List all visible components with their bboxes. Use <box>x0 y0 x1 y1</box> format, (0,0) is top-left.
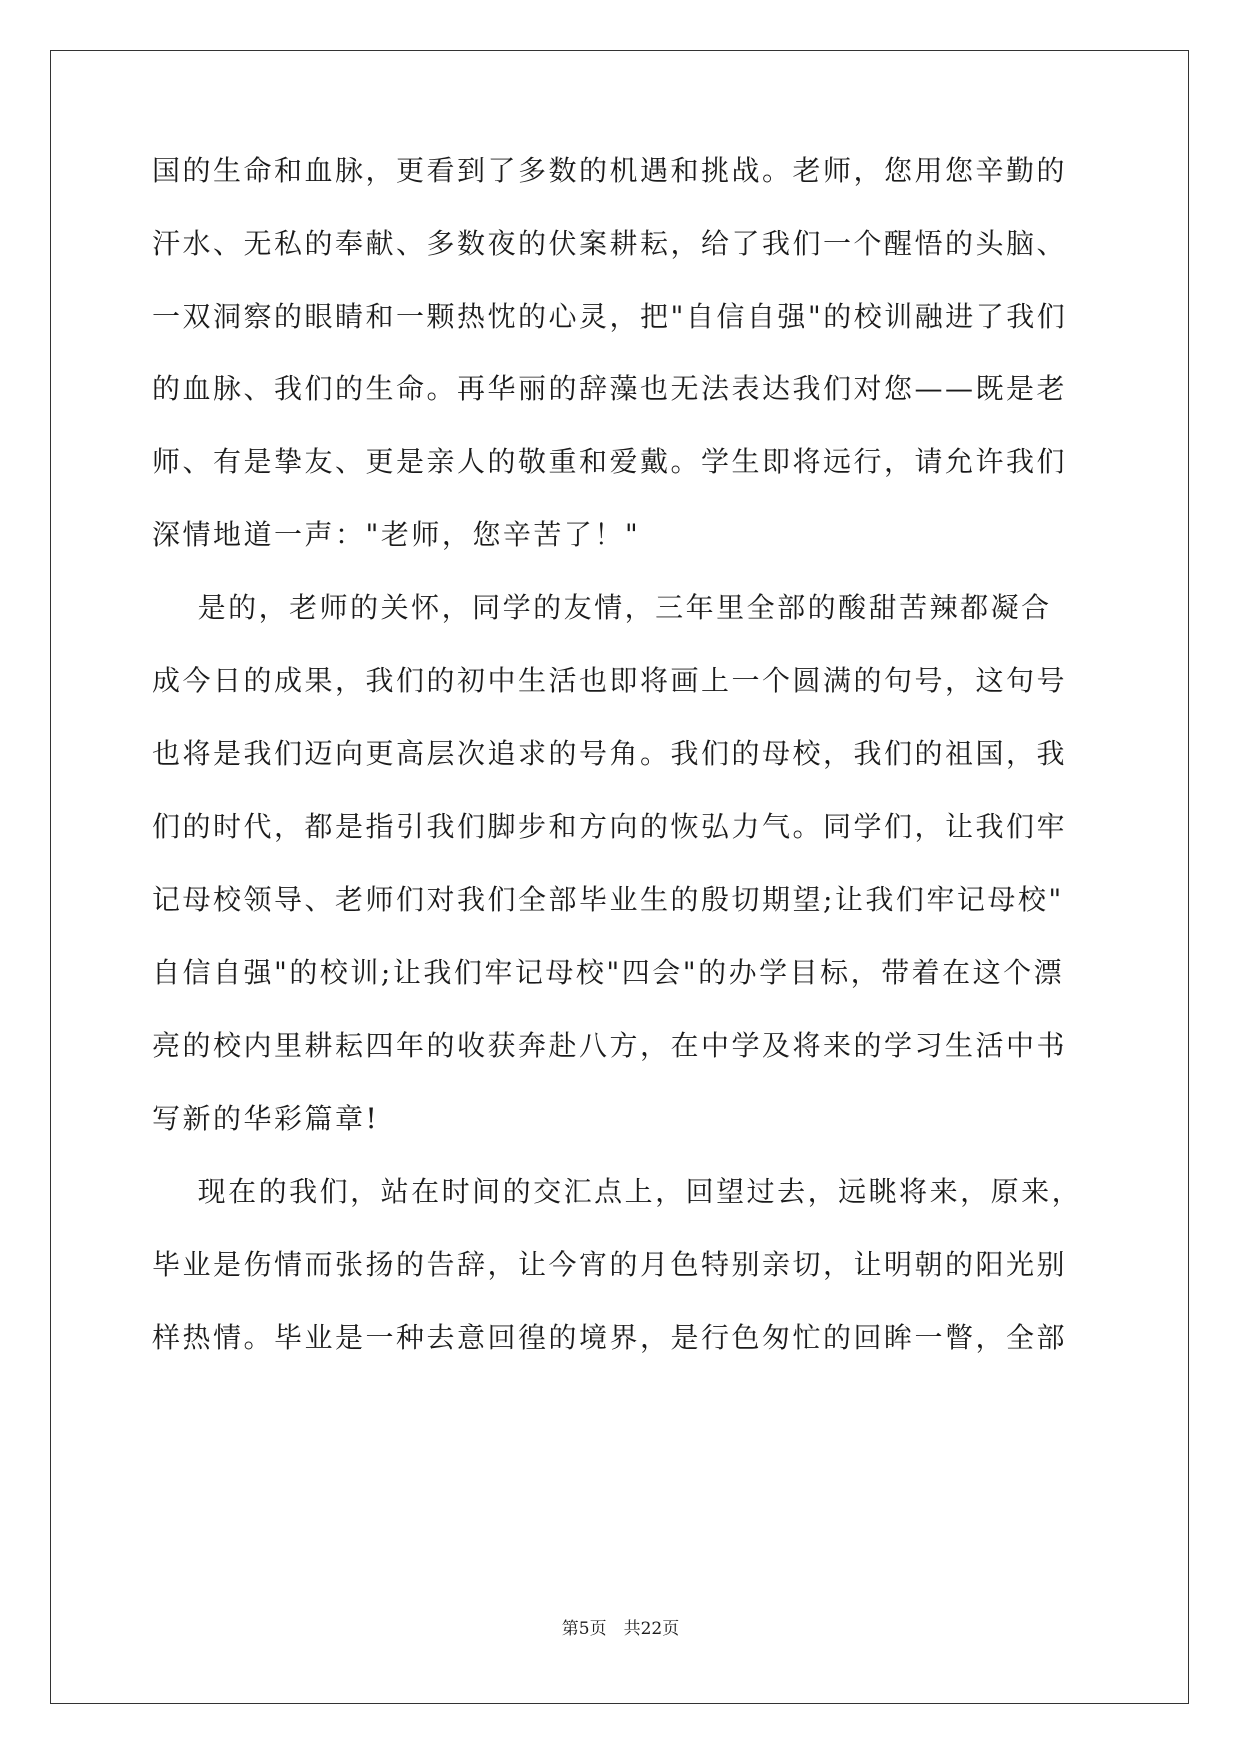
page-number-footer: 第5页 共22页 <box>561 1619 680 1639</box>
text-line: 的血脉、我们的生命。再华丽的辞藻也无法表达我们对您——既是老 <box>152 372 1068 405</box>
text-line: 现在的我们，站在时间的交汇点上，回望过去，远眺将来，原来， <box>152 1175 1083 1208</box>
text-line: 国的生命和血脉，更看到了多数的机遇和挑战。老师，您用您辛勤的 <box>152 154 1068 187</box>
text-line: 一双洞察的眼睛和一颗热忱的心灵，把"自信自强"的校训融进了我们 <box>152 300 1068 333</box>
text-line: 师、有是挚友、更是亲人的敬重和爱戴。学生即将远行，请允许我们 <box>152 445 1068 478</box>
text-line: 记母校领导、老师们对我们全部毕业生的殷切期望;让我们牢记母校" <box>152 883 1064 916</box>
text-line: 写新的华彩篇章! <box>152 1102 380 1135</box>
text-line: 亮的校内里耕耘四年的收获奔赴八方，在中学及将来的学习生活中书 <box>152 1029 1068 1062</box>
text-line: 自信自强"的校训;让我们牢记母校"四会"的办学目标，带着在这个漂 <box>152 956 1065 989</box>
text-line: 汗水、无私的奉献、多数夜的伏案耕耘，给了我们一个醒悟的头脑、 <box>152 227 1068 260</box>
text-line: 成今日的成果，我们的初中生活也即将画上一个圆满的句号，这句号 <box>152 664 1068 697</box>
text-line: 是的，老师的关怀，同学的友情，三年里全部的酸甜苦辣都凝合 <box>152 591 1052 624</box>
text-line: 毕业是伤情而张扬的告辞，让今宵的月色特别亲切，让明朝的阳光别 <box>152 1248 1068 1281</box>
text-line: 也将是我们迈向更高层次追求的号角。我们的母校，我们的祖国，我 <box>152 737 1068 770</box>
text-line: 样热情。毕业是一种去意回徨的境界，是行色匆忙的回眸一瞥，全部 <box>152 1321 1068 1354</box>
text-line: 深情地道一声："老师，您辛苦了！" <box>152 518 641 551</box>
text-line: 们的时代，都是指引我们脚步和方向的恢弘力气。同学们，让我们牢 <box>152 810 1068 843</box>
